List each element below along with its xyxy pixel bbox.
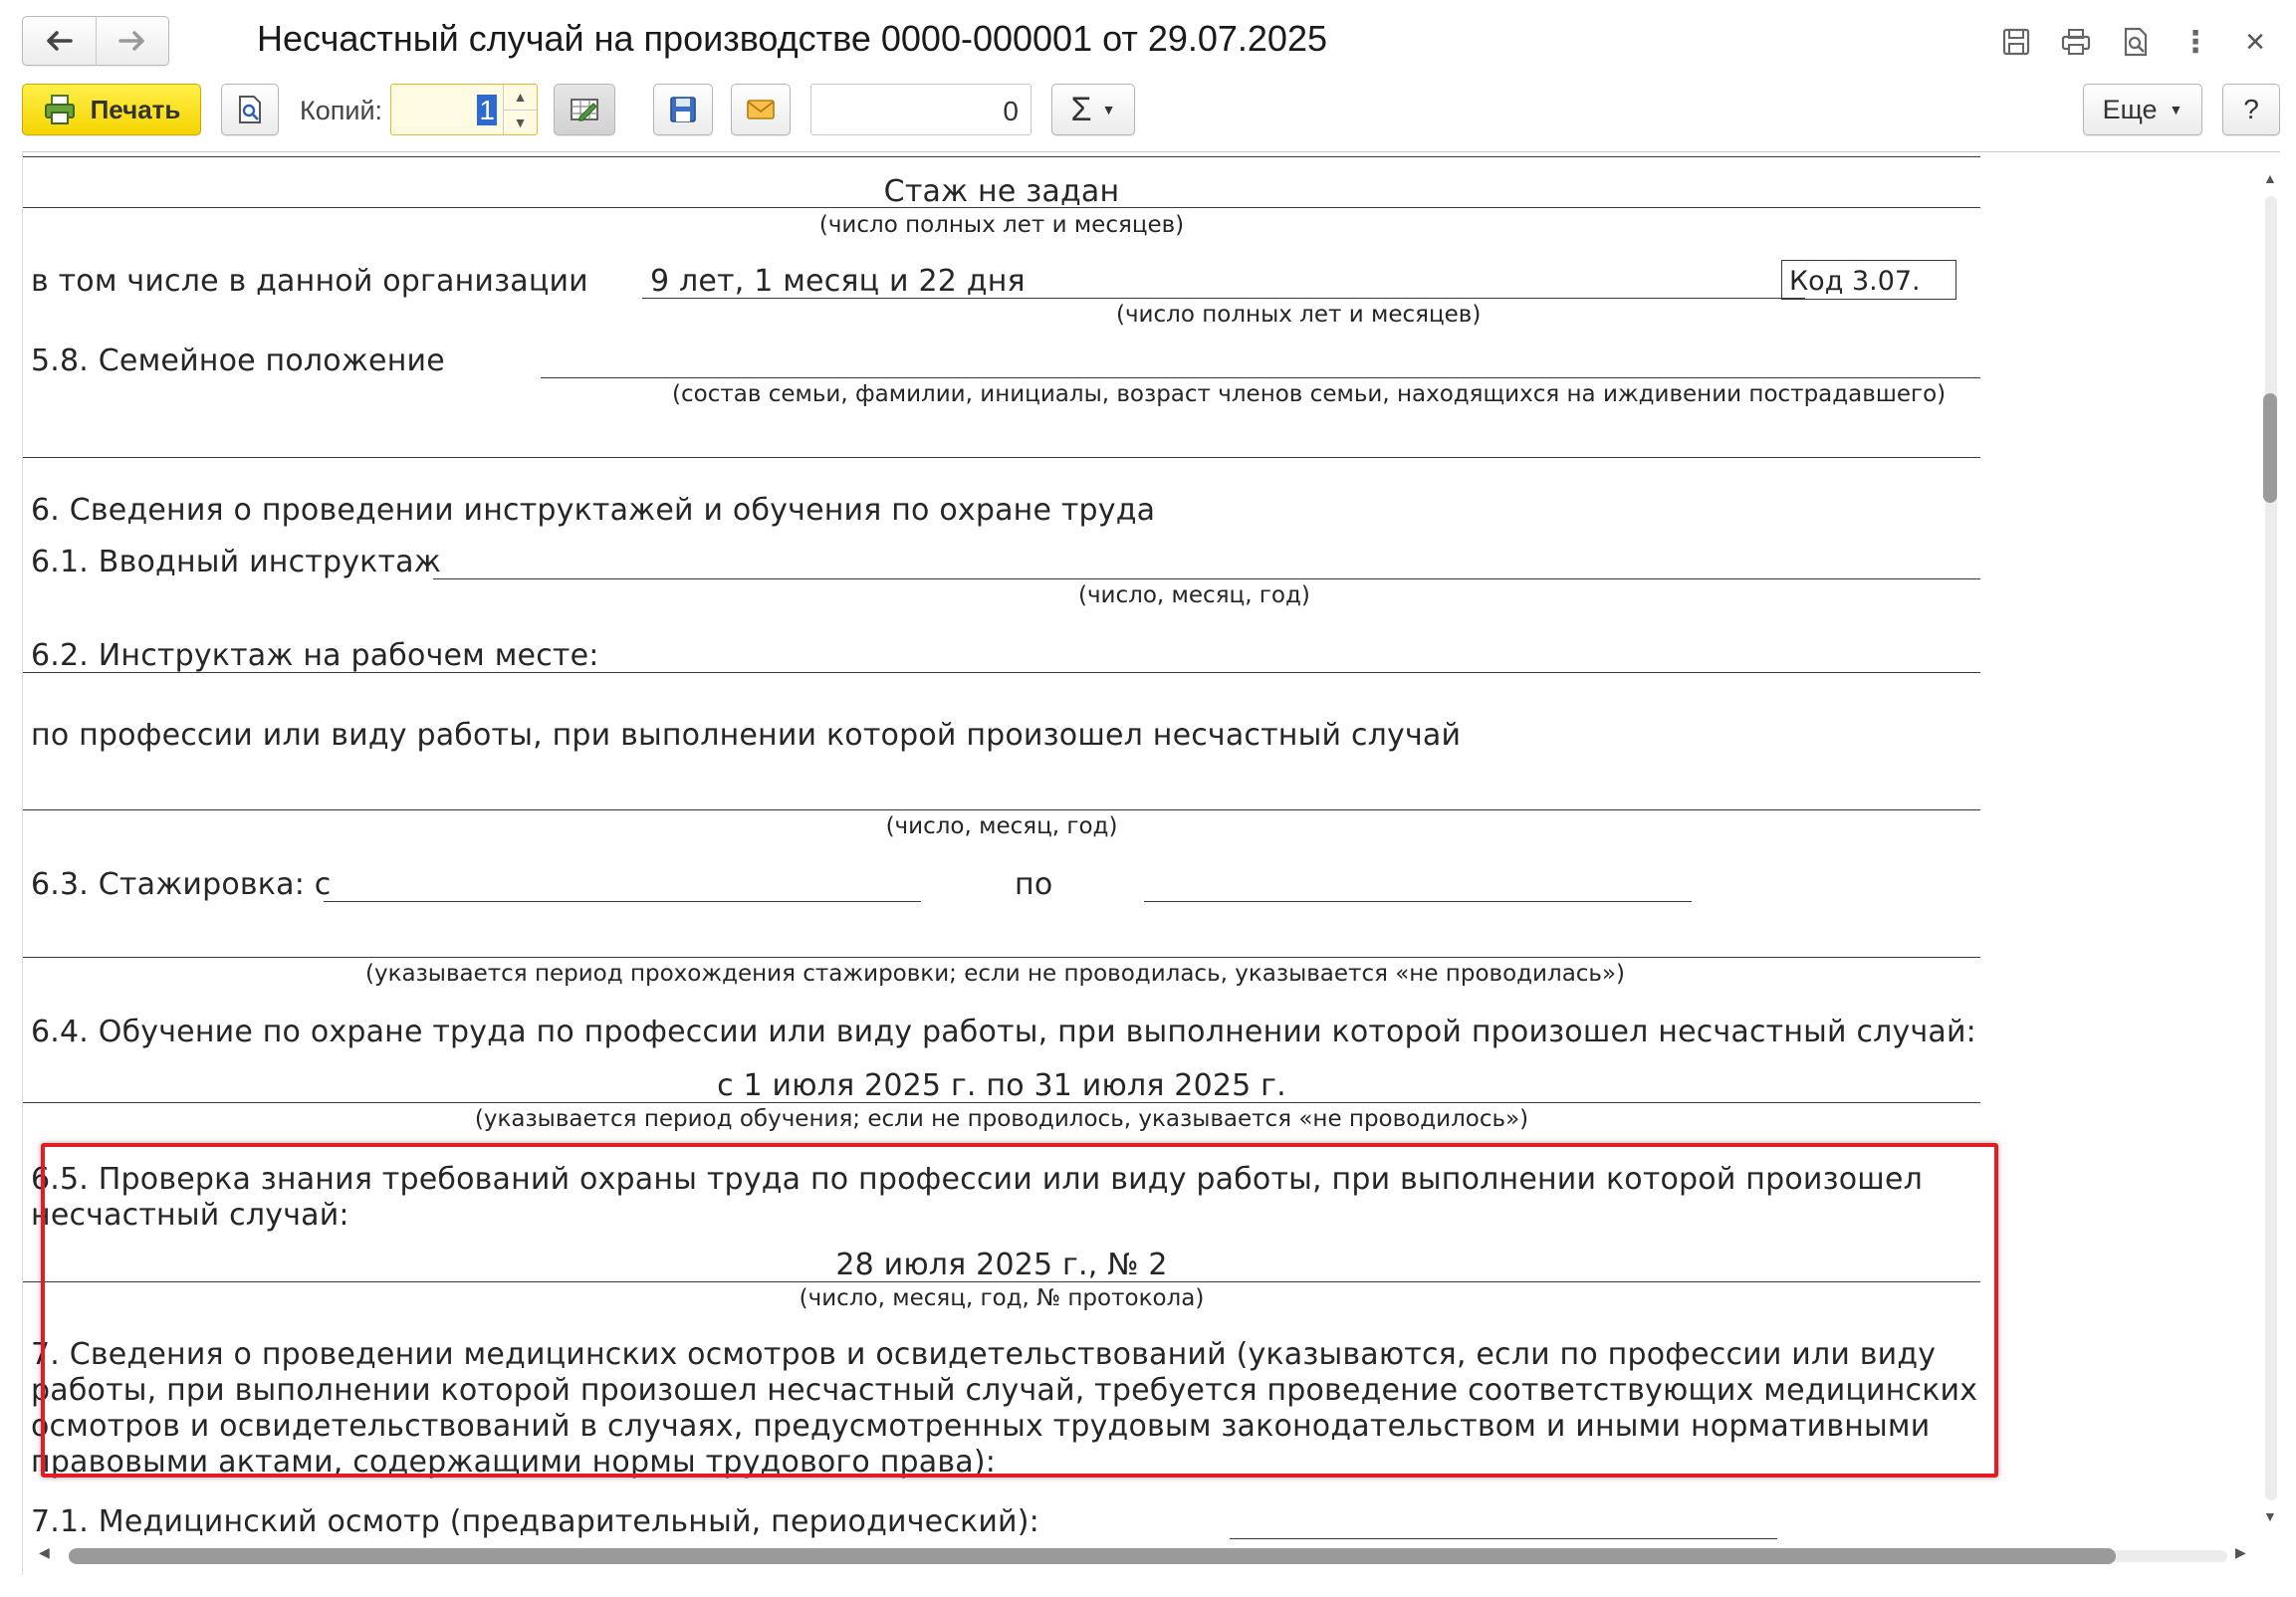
preview-window-button[interactable] <box>2115 22 2157 62</box>
forward-button[interactable] <box>96 17 169 65</box>
highlight-frame <box>41 1143 1998 1478</box>
sigma-icon: Σ <box>1070 90 1092 128</box>
section-7-line2: работы, при выполнении которой произошел несчастный случай, требуется проведение соответствующих медицинских <box>31 1373 1978 1408</box>
family-label: 5.8. Семейное положение <box>31 343 445 378</box>
vertical-scrollbar[interactable] <box>2259 152 2280 1532</box>
print-button-label: Печать <box>90 94 181 124</box>
print-button[interactable] <box>22 84 201 135</box>
edit-table-icon <box>569 94 600 125</box>
more-button[interactable] <box>2083 84 2202 135</box>
document-page <box>23 152 1994 1575</box>
help-button[interactable] <box>2222 84 2280 135</box>
copies-label: Копий: <box>300 96 383 125</box>
window-actions <box>1995 22 2276 62</box>
edit-mode-button[interactable] <box>554 84 615 135</box>
underline <box>642 298 1805 299</box>
vertical-scroll-thumb[interactable] <box>2263 393 2277 503</box>
family-hint: (состав семьи, фамилии, инициалы, возраст членов семьи, находящихся на иждивении пострадавшего) <box>672 381 1947 407</box>
underline <box>23 672 1980 673</box>
document-viewer[interactable] <box>22 151 2280 1575</box>
s62-sub: по профессии или виду работы, при выполнении которой произошел несчастный случай <box>31 718 1462 753</box>
underline <box>1144 901 1692 902</box>
more-actions-button[interactable] <box>2175 22 2216 62</box>
s62-label: 6.2. Инструктаж на рабочем месте: <box>31 638 599 673</box>
print-window-button[interactable] <box>2055 22 2097 62</box>
scroll-down-icon[interactable]: ▼ <box>2263 1508 2277 1524</box>
s64-value: с 1 июля 2025 г. по 31 июля 2025 г. <box>717 1068 1286 1103</box>
divider <box>23 457 1980 458</box>
copies-field[interactable] <box>390 84 538 135</box>
s63-label: 6.3. Стажировка: с <box>31 867 332 902</box>
scroll-right-icon[interactable]: ▶ <box>2235 1544 2246 1560</box>
horizontal-scroll-thumb[interactable] <box>69 1548 2116 1564</box>
underline <box>23 957 1980 958</box>
s65-value: 28 июля 2025 г., № 2 <box>835 1248 1168 1282</box>
divider <box>23 156 1980 157</box>
preview-icon <box>234 94 266 125</box>
toolbar <box>0 80 2296 141</box>
printer-icon <box>43 93 79 126</box>
copies-spinner[interactable] <box>503 85 537 134</box>
save-window-button[interactable] <box>1995 22 2037 62</box>
sum-field[interactable]: 0 <box>810 84 1032 135</box>
window-title: Несчастный случай на производстве 0000-000001 от 29.07.2025 <box>257 18 1327 59</box>
save-button[interactable] <box>653 84 713 135</box>
s65-line2: несчастный случай: <box>31 1198 349 1233</box>
hint-years-2: (число полных лет и месяцев) <box>1116 302 1482 328</box>
arrow-left-icon <box>44 29 74 53</box>
scroll-left-icon[interactable]: ◀ <box>39 1544 50 1560</box>
envelope-icon <box>745 94 777 125</box>
arrow-right-icon <box>117 29 147 53</box>
navigation-buttons <box>22 16 169 66</box>
underline <box>541 377 1980 378</box>
scroll-up-icon[interactable]: ▲ <box>2263 170 2277 186</box>
more-vertical-icon: ⋮ <box>2181 25 2210 59</box>
sum-menu-button[interactable] <box>1051 84 1135 135</box>
save-icon <box>2000 26 2032 58</box>
section-6-title: 6. Сведения о проведении инструктажей и обучения по охране труда <box>31 493 1156 528</box>
s62-hint: (число, месяц, год) <box>885 813 1118 839</box>
send-email-button[interactable] <box>731 84 791 135</box>
close-icon: × <box>2245 22 2265 61</box>
underline <box>23 207 1980 208</box>
s63-po: по <box>1015 867 1053 902</box>
s71-label: 7.1. Медицинский осмотр (предварительный, периодический): <box>31 1504 1039 1539</box>
chevron-down-icon: ▼ <box>2169 102 2183 117</box>
back-button[interactable] <box>23 17 96 65</box>
section-7-line3: осмотров и освидетельствований в случаях, предусмотренных трудовым законодательством и иными нормативными <box>31 1409 1931 1444</box>
incl-value: 9 лет, 1 месяц и 22 дня <box>650 264 1026 299</box>
underline <box>324 901 921 902</box>
stazh-value: Стаж не задан <box>883 174 1120 209</box>
spinner-up-icon[interactable]: ▲ <box>513 89 528 106</box>
kod-box: Код 3.07. <box>1781 260 1956 300</box>
close-button[interactable] <box>2234 22 2276 62</box>
incl-label: в том числе в данной организации <box>31 264 588 299</box>
s61-label: 6.1. Вводный инструктаж <box>31 545 441 579</box>
s61-hint: (число, месяц, год) <box>1078 582 1310 608</box>
copies-input[interactable]: 1 <box>479 95 495 125</box>
preview-button[interactable] <box>221 84 279 135</box>
save-icon <box>667 94 699 125</box>
horizontal-scrollbar[interactable] <box>23 1542 2259 1568</box>
chevron-down-icon: ▼ <box>1101 102 1116 117</box>
s64-label: 6.4. Обучение по охране труда по профессии или виду работы, при выполнении которой произошел несчастный случай: <box>31 1015 1976 1049</box>
print-icon <box>2060 26 2092 58</box>
underline <box>23 1102 1980 1103</box>
section-7-line4: правовыми актами, содержащими нормы трудового права): <box>31 1445 997 1480</box>
spinner-down-icon[interactable]: ▼ <box>504 110 537 135</box>
help-icon: ? <box>2243 94 2259 124</box>
s65-hint: (число, месяц, год, № протокола) <box>799 1285 1205 1311</box>
preview-icon <box>2120 26 2152 58</box>
s64-hint: (указывается период обучения; если не проводилось, указывается «не проводилось») <box>474 1106 1529 1132</box>
section-7-line1: 7. Сведения о проведении медицинских осмотров и освидетельствований (указываются, если по профессии или виду <box>31 1337 1937 1372</box>
hint-years-1: (число полных лет и месяцев) <box>818 212 1185 238</box>
s63-hint: (указывается период прохождения стажировки; если не проводилась, указывается «не проводилась») <box>365 961 1626 987</box>
underline <box>1230 1538 1777 1539</box>
underline <box>23 809 1980 810</box>
underline <box>433 578 1980 579</box>
more-button-label: Еще <box>2102 94 2158 124</box>
s65-line1: 6.5. Проверка знания требований охраны труда по профессии или виду работы, при выполнении которой произошел <box>31 1162 1923 1197</box>
